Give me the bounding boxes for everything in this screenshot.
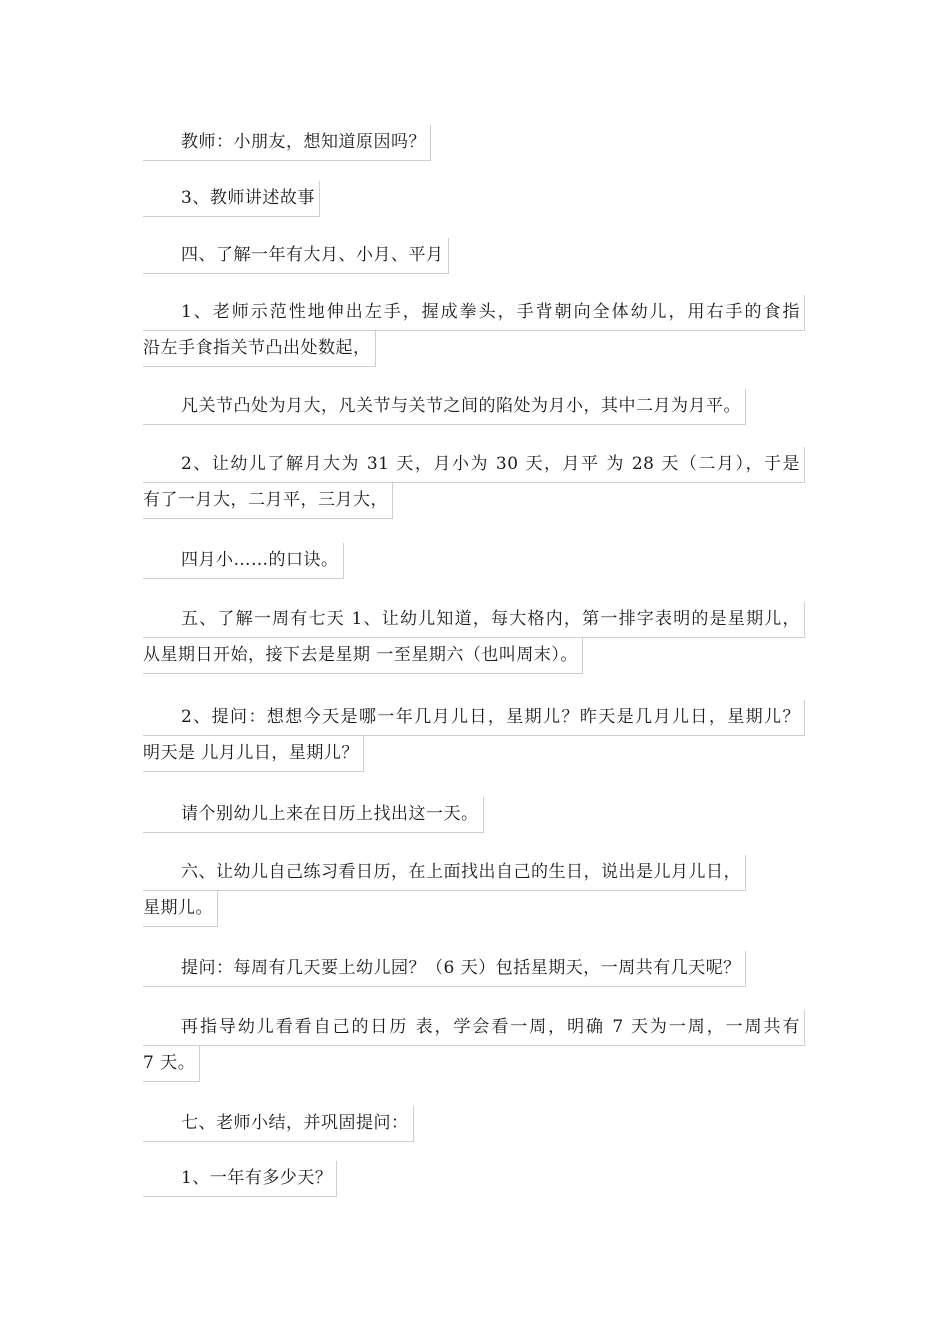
text-line: 3、教师讲述故事 [143, 181, 320, 217]
paragraph [143, 1161, 337, 1197]
text-line: 1、老师示范性地伸出左手，握成拳头，手背朝向全体幼儿，用右手的食指 [143, 295, 805, 331]
paragraph [143, 181, 320, 217]
paragraph [143, 951, 746, 987]
text-line: 明天是 儿月儿日，星期儿？ [143, 736, 364, 772]
paragraph [143, 543, 344, 579]
text-line: 五、了解一周有七天 1、让幼儿知道，每大格内，第一排字表明的是星期儿， [143, 602, 805, 638]
paragraph [143, 295, 805, 367]
paragraph [143, 1106, 414, 1142]
text-line: 有了一月大，二月平，三月大， [143, 483, 393, 519]
text-line: 教师：小朋友，想知道原因吗？ [143, 125, 431, 161]
text-line: 2、让幼儿了解月大为 31 天，月小为 30 天，月平 为 28 天（二月），于是 [143, 447, 805, 483]
paragraph [143, 447, 805, 519]
text-line: 四月小……的口诀。 [143, 543, 344, 579]
text-line: 1、一年有多少天？ [143, 1161, 337, 1197]
text-line: 四、了解一年有大月、小月、平月 [143, 238, 449, 274]
paragraph [143, 125, 431, 161]
paragraph [143, 1010, 805, 1082]
text-line: 六、让幼儿自己练习看日历，在上面找出自己的生日，说出是儿月儿日， [143, 855, 746, 891]
text-line: 沿左手食指关节凸出处数起， [143, 331, 376, 367]
text-line: 星期儿。 [143, 891, 218, 927]
text-line: 7 天。 [143, 1046, 200, 1082]
text-line: 请个别幼儿上来在日历上找出这一天。 [143, 797, 484, 833]
paragraph [143, 602, 805, 674]
text-line: 2、提问：想想今天是哪一年几月儿日，星期儿？昨天是几月儿日，星期儿？ [143, 700, 805, 736]
text-line: 提问：每周有几天要上幼儿园？（6 天）包括星期天，一周共有几天呢？ [143, 951, 746, 987]
text-line: 七、老师小结，并巩固提问： [143, 1106, 414, 1142]
paragraph [143, 700, 805, 772]
text-line: 从星期日开始，接下去是星期 一至星期六（也叫周末）。 [143, 638, 583, 674]
paragraph [143, 238, 449, 274]
text-line: 再指导幼儿看看自己的日历 表，学会看一周，明确 7 天为一周，一周共有 [143, 1010, 805, 1046]
paragraph [143, 855, 746, 927]
text-line: 凡关节凸处为月大，凡关节与关节之间的陷处为月小，其中二月为月平。 [143, 389, 746, 425]
paragraph [143, 389, 746, 425]
paragraph [143, 797, 484, 833]
